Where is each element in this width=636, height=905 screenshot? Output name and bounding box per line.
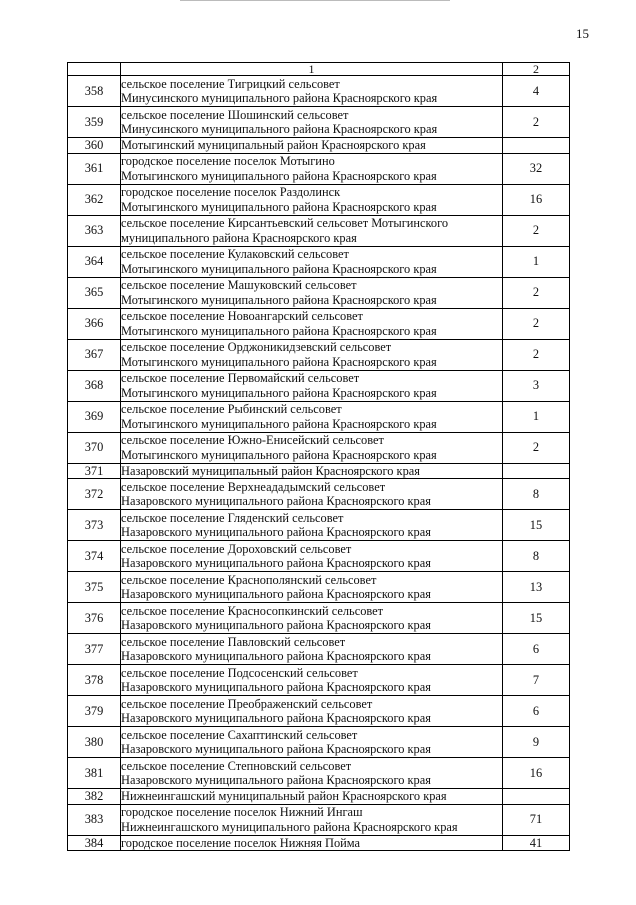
row-name-line: городское поселение поселок Мотыгино <box>121 154 335 168</box>
table-row <box>68 696 570 727</box>
table-row <box>68 727 570 758</box>
row-name <box>121 215 503 246</box>
row-count: 2 <box>503 339 570 370</box>
row-name-line: Мотыгинского муниципального района Красноярского края <box>121 323 437 338</box>
row-name <box>121 804 503 835</box>
row-number: 371 <box>68 463 121 479</box>
table-row <box>68 479 570 510</box>
table-row <box>68 510 570 541</box>
row-name <box>121 541 503 572</box>
table-row <box>68 401 570 432</box>
table-row <box>68 370 570 401</box>
row-name <box>121 76 503 107</box>
row-name-line: Мотыгинского муниципального района Красноярского края <box>121 199 437 214</box>
row-count <box>503 138 570 154</box>
row-count: 41 <box>503 835 570 851</box>
row-name-line: Мотыгинский муниципальный район Красноярского края <box>121 138 426 152</box>
table-row <box>68 76 570 107</box>
table-row <box>68 215 570 246</box>
row-number: 374 <box>68 541 121 572</box>
row-name-line: Минусинского муниципального района Красноярского края <box>121 122 438 136</box>
header-cell-count: 2 <box>503 63 570 76</box>
row-number: 358 <box>68 76 121 107</box>
row-number: 376 <box>68 603 121 634</box>
row-name-line: Назаровского муниципального района Красноярского края <box>121 773 431 787</box>
row-number: 359 <box>68 107 121 138</box>
row-count: 6 <box>503 696 570 727</box>
row-number: 363 <box>68 215 121 246</box>
row-name-line: сельское поселение Сахаптинский сельсовет <box>121 727 358 742</box>
table-row <box>68 804 570 835</box>
row-number: 367 <box>68 339 121 370</box>
table-row <box>68 541 570 572</box>
row-name-line: сельское поселение Южно-Енисейский сельсовет <box>121 433 384 447</box>
header-cell-number <box>68 63 121 76</box>
row-number: 362 <box>68 184 121 215</box>
row-count: 8 <box>503 541 570 572</box>
row-number: 360 <box>68 138 121 154</box>
row-name-line: сельское поселение Рыбинский сельсовет <box>121 402 342 416</box>
row-name <box>121 572 503 603</box>
row-number: 373 <box>68 510 121 541</box>
row-name-line: городское поселение поселок Нижняя Пойма <box>121 835 361 850</box>
row-count: 3 <box>503 370 570 401</box>
row-name-line: городское поселение поселок Раздолинск <box>121 185 341 199</box>
row-name-line: Назаровского муниципального района Красноярского края <box>121 494 431 508</box>
table-row <box>68 789 570 805</box>
row-name <box>121 789 503 805</box>
row-name-line: Назаровского муниципального района Красноярского края <box>121 525 431 539</box>
row-name-line: Назаровского муниципального района Красноярского края <box>121 711 431 725</box>
header-cell-name: 1 <box>121 63 503 76</box>
row-number: 383 <box>68 804 121 835</box>
row-name <box>121 184 503 215</box>
row-name-line: Назаровского муниципального района Красноярского края <box>121 587 431 601</box>
row-name <box>121 603 503 634</box>
row-name <box>121 758 503 789</box>
row-name-line: муниципального района Красноярского края <box>121 230 357 245</box>
row-number: 369 <box>68 401 121 432</box>
row-name-line: сельское поселение Дороховский сельсовет <box>121 541 352 556</box>
row-count: 2 <box>503 107 570 138</box>
table-row <box>68 246 570 277</box>
row-number: 366 <box>68 308 121 339</box>
row-count: 13 <box>503 572 570 603</box>
table-row <box>68 184 570 215</box>
row-count <box>503 789 570 805</box>
row-count: 6 <box>503 634 570 665</box>
table-row <box>68 463 570 479</box>
table-row <box>68 138 570 154</box>
row-count: 71 <box>503 804 570 835</box>
row-name <box>121 432 503 463</box>
table-header-row <box>68 63 570 76</box>
top-rule <box>180 0 450 1</box>
row-name-line: Мотыгинского муниципального района Красноярского края <box>121 447 437 462</box>
table-row <box>68 665 570 696</box>
row-count: 2 <box>503 215 570 246</box>
row-name <box>121 835 503 851</box>
row-name <box>121 138 503 154</box>
row-name-line: Назаровский муниципальный район Красноярского края <box>121 463 420 478</box>
table-row <box>68 277 570 308</box>
row-name-line: сельское поселение Краснополянский сельсовет <box>121 572 377 587</box>
row-count: 2 <box>503 308 570 339</box>
row-number: 364 <box>68 246 121 277</box>
row-number: 380 <box>68 727 121 758</box>
row-number: 368 <box>68 370 121 401</box>
table-row <box>68 634 570 665</box>
row-number: 372 <box>68 479 121 510</box>
row-name-line: сельское поселение Верхнеададымский сельсовет <box>121 479 386 494</box>
row-name <box>121 308 503 339</box>
row-name-line: сельское поселение Кулаковский сельсовет <box>121 247 349 261</box>
row-number: 378 <box>68 665 121 696</box>
row-number: 382 <box>68 789 121 805</box>
row-name-line: Назаровского муниципального района Красноярского края <box>121 742 431 756</box>
row-name-line: сельское поселение Орджоникидзевский сельсовет <box>121 340 392 354</box>
row-name-line: Назаровского муниципального района Красноярского края <box>121 556 431 570</box>
row-name-line: сельское поселение Шошинский сельсовет <box>121 107 349 122</box>
table-row <box>68 432 570 463</box>
row-count: 16 <box>503 758 570 789</box>
row-name <box>121 665 503 696</box>
row-name-line: сельское поселение Кирсантьевский сельсовет Мотыгинского <box>121 216 449 230</box>
table-row <box>68 339 570 370</box>
row-name-line: Нижнеингашского муниципального района Красноярского края <box>121 819 458 834</box>
row-name <box>121 277 503 308</box>
row-count: 16 <box>503 184 570 215</box>
row-name <box>121 479 503 510</box>
row-count: 2 <box>503 277 570 308</box>
row-count: 32 <box>503 153 570 184</box>
row-count: 8 <box>503 479 570 510</box>
row-count <box>503 463 570 479</box>
row-name-line: сельское поселение Машуковский сельсовет <box>121 278 357 292</box>
row-count: 1 <box>503 401 570 432</box>
row-name-line: сельское поселение Подсосенский сельсовет <box>121 665 358 680</box>
row-name-line: Назаровского муниципального района Красноярского края <box>121 680 431 694</box>
row-number: 379 <box>68 696 121 727</box>
table-row <box>68 603 570 634</box>
row-name-line: Назаровского муниципального района Красноярского края <box>121 649 431 663</box>
row-name-line: Мотыгинского муниципального района Красноярского края <box>121 416 437 431</box>
row-count: 15 <box>503 510 570 541</box>
row-count: 15 <box>503 603 570 634</box>
row-name <box>121 401 503 432</box>
row-name <box>121 463 503 479</box>
municipal-table <box>67 62 570 851</box>
table-row <box>68 835 570 851</box>
row-name <box>121 510 503 541</box>
table-row <box>68 107 570 138</box>
page-number: 15 <box>576 26 589 41</box>
row-name-line: Минусинского муниципального района Красноярского края <box>121 91 438 105</box>
row-number: 365 <box>68 277 121 308</box>
row-name-line: сельское поселение Красносопкинский сельсовет <box>121 603 384 618</box>
row-name-line: сельское поселение Степновский сельсовет <box>121 758 352 773</box>
row-name-line: Нижнеингашский муниципальный район Красноярского края <box>121 789 447 803</box>
row-number: 375 <box>68 572 121 603</box>
row-number: 377 <box>68 634 121 665</box>
row-name-line: сельское поселение Первомайский сельсовет <box>121 371 360 385</box>
row-name <box>121 696 503 727</box>
row-name-line: Мотыгинского муниципального района Красноярского края <box>121 292 437 307</box>
row-name <box>121 370 503 401</box>
row-name <box>121 246 503 277</box>
row-name-line: Мотыгинского муниципального района Красноярского края <box>121 385 437 400</box>
row-name-line: Назаровского муниципального района Красноярского края <box>121 618 431 632</box>
row-name <box>121 634 503 665</box>
row-name <box>121 339 503 370</box>
row-count: 7 <box>503 665 570 696</box>
row-name <box>121 727 503 758</box>
row-name-line: Мотыгинского муниципального района Красноярского края <box>121 168 437 183</box>
row-count: 9 <box>503 727 570 758</box>
table-row <box>68 572 570 603</box>
table-row <box>68 153 570 184</box>
row-name-line: сельское поселение Павловский сельсовет <box>121 634 346 649</box>
row-count: 2 <box>503 432 570 463</box>
row-name-line: городское поселение поселок Нижний Ингаш <box>121 805 363 819</box>
table-row <box>68 758 570 789</box>
row-name-line: сельское поселение Гляденский сельсовет <box>121 510 344 525</box>
row-count: 1 <box>503 246 570 277</box>
row-name <box>121 107 503 138</box>
row-name-line: Мотыгинского муниципального района Красноярского края <box>121 261 437 276</box>
row-name <box>121 153 503 184</box>
row-name-line: Мотыгинского муниципального района Красноярского края <box>121 354 437 369</box>
row-number: 384 <box>68 835 121 851</box>
row-count: 4 <box>503 76 570 107</box>
row-name-line: сельское поселение Преображенский сельсовет <box>121 696 373 711</box>
row-number: 381 <box>68 758 121 789</box>
row-number: 361 <box>68 153 121 184</box>
row-number: 370 <box>68 432 121 463</box>
table-row <box>68 308 570 339</box>
row-name-line: сельское поселение Тигрицкий сельсовет <box>121 76 340 91</box>
row-name-line: сельское поселение Новоангарский сельсовет <box>121 309 363 323</box>
